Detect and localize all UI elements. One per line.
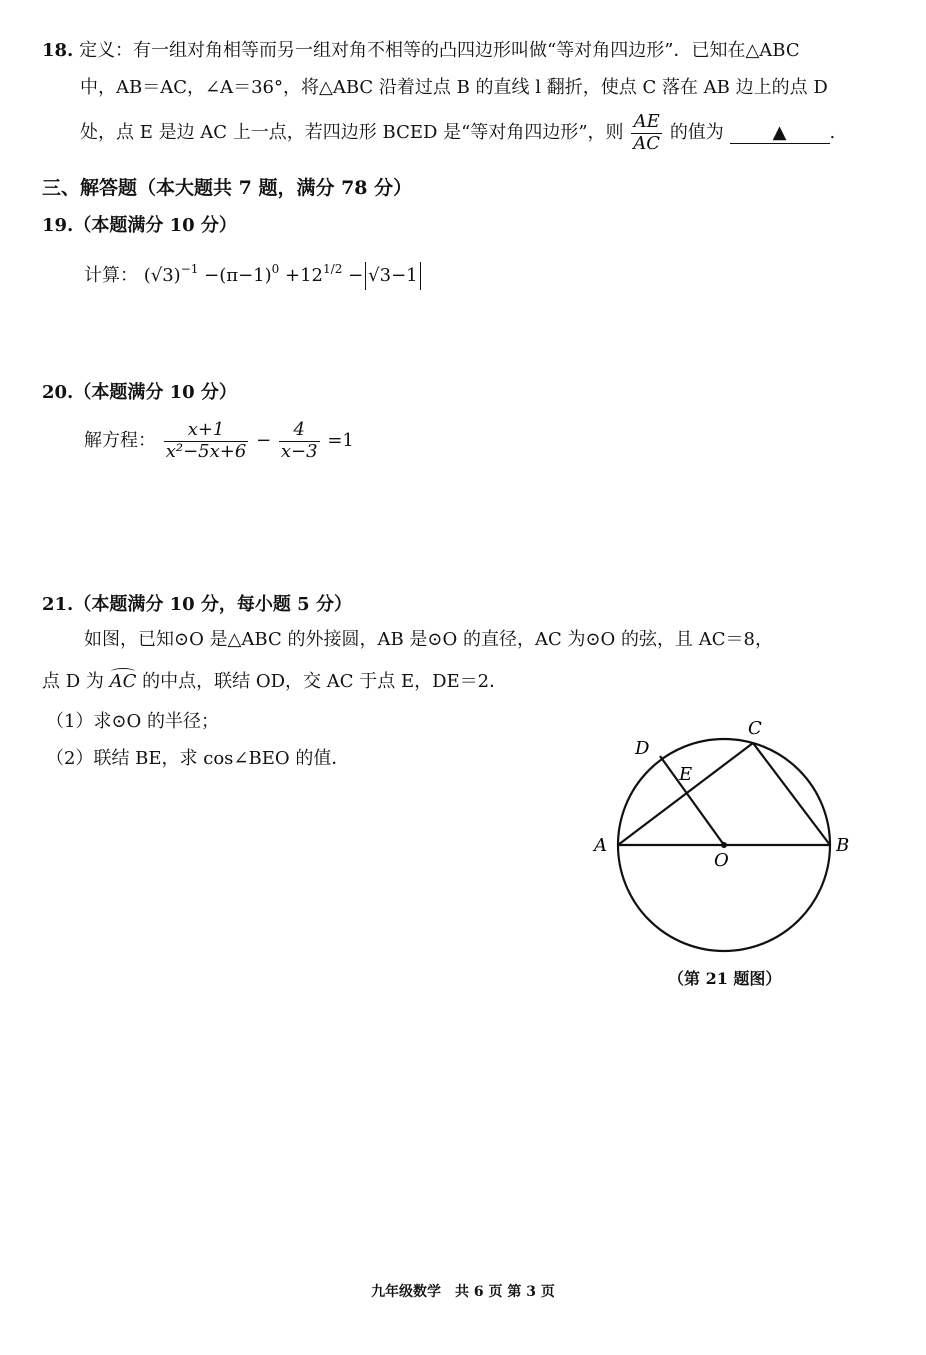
q19-term-e: √3−1 bbox=[368, 265, 418, 286]
q18-line2: 中，AB＝AC，∠A＝36°，将△ABC 沿着过点 B 的直线 l 翻折，使点 C 落在 AB 边上的点 D bbox=[80, 77, 828, 98]
abs-left-bar bbox=[365, 262, 366, 290]
label-b: B bbox=[836, 835, 850, 856]
segment-cb bbox=[753, 743, 830, 845]
abs-right-bar bbox=[420, 262, 421, 290]
q20-header: 20.（本题满分 10 分） bbox=[42, 382, 237, 403]
q21-sub2: （2）联结 BE，求 cos∠BEO 的值． bbox=[46, 748, 350, 769]
q18-number: 18. bbox=[42, 40, 74, 61]
q19-header: 19.（本题满分 10 分） bbox=[42, 215, 237, 236]
q21-text-post: 的中点，联结 OD，交 AC 于点 E，DE＝2． bbox=[142, 671, 508, 692]
q21-line2 bbox=[42, 671, 507, 693]
q19-expression bbox=[84, 262, 423, 290]
q19-term-c-exp: 1/2 bbox=[323, 262, 343, 276]
q21-sub1: （1）求⊙O 的半径； bbox=[46, 711, 220, 732]
q18-fraction-denominator: AC bbox=[633, 132, 661, 154]
q18-line1 bbox=[42, 40, 800, 62]
q21-text-pre: 点 D 为 bbox=[42, 671, 104, 692]
q19-term-b-exp: 0 bbox=[271, 262, 280, 276]
q20-minus: − bbox=[256, 430, 272, 452]
figure-caption: （第 21 题图） bbox=[668, 969, 782, 988]
q19-prompt: 计算： bbox=[84, 265, 138, 286]
label-d: D bbox=[635, 738, 650, 759]
label-o: O bbox=[714, 850, 729, 871]
q21-header: 21.（本题满分 10 分，每小题 5 分） bbox=[42, 594, 352, 615]
q21-line1: 如图，已知⊙O 是△ABC 的外接圆，AB 是⊙O 的直径，AC 为⊙O 的弦，且 AC＝8， bbox=[84, 629, 773, 650]
q18-line3 bbox=[80, 112, 835, 154]
q20-fraction-2 bbox=[279, 420, 320, 462]
q20-fraction-1-numerator: x+1 bbox=[164, 420, 249, 442]
label-c: C bbox=[748, 718, 762, 739]
q21-figure bbox=[580, 710, 880, 960]
q20-fraction-2-numerator: 4 bbox=[279, 420, 320, 442]
q20-prompt: 解方程： bbox=[84, 430, 156, 452]
arc-ac: AC bbox=[109, 671, 137, 692]
page-footer: 九年级数学 共 6 页 第 3 页 bbox=[371, 1284, 555, 1300]
q20-fraction-1-denominator: x²−5x+6 bbox=[165, 440, 247, 462]
q18-end-dot: . bbox=[829, 122, 836, 144]
q18-fraction bbox=[631, 112, 662, 154]
q19-term-a: (√3) bbox=[143, 265, 181, 286]
q20-fraction-2-denominator: x−3 bbox=[280, 440, 318, 462]
point-o bbox=[721, 842, 727, 848]
q18-text-4: 的值为 bbox=[669, 122, 724, 144]
triangle-icon: ▲ bbox=[772, 122, 787, 144]
q18-answer-blank bbox=[730, 123, 830, 144]
q18-text-3: 处，点 E 是边 AC 上一点，若四边形 BCED 是“等对角四边形”，则 bbox=[80, 122, 624, 144]
q20-equation bbox=[84, 420, 354, 462]
q19-term-b: −(π−1) bbox=[204, 265, 272, 286]
q19-term-c: +12 bbox=[285, 265, 324, 286]
q19-term-a-exp: −1 bbox=[180, 262, 199, 276]
label-a: A bbox=[594, 835, 607, 856]
q18-fraction-numerator: AE bbox=[631, 112, 662, 134]
q20-rhs: =1 bbox=[327, 430, 354, 452]
section-title: 三、解答题（本大题共 7 题，满分 78 分） bbox=[42, 177, 413, 199]
q20-fraction-1 bbox=[164, 420, 249, 462]
label-e: E bbox=[679, 764, 693, 785]
q19-term-d: − bbox=[348, 265, 364, 286]
q18-text-1: 定义：有一组对角相等而另一组对角不相等的凸四边形叫做“等对角四边形”．已知在△ABC bbox=[79, 40, 800, 61]
